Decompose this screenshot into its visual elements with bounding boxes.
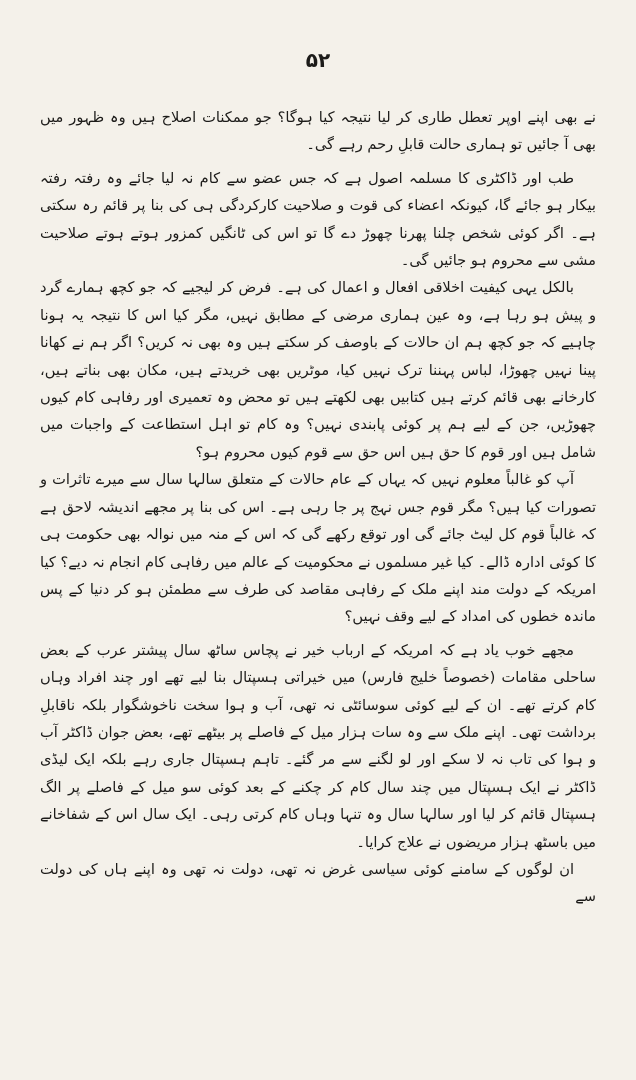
paragraph-3: بالکل یہی کیفیت اخلاقی افعال و اعمال کی ہے۔ فرض کر لیجیے کہ جو کچھ ہمارے گرد و پیش ہو رہا ہے، وہ عین ہماری مرضی کے مطابق نہیں، مگر کیا اس کا نتیجہ یہ ہونا چاہیے کہ جو کچھ ہم ان حالات کے باوصف کر سکتے ہیں وہ بھی نہ کریں؟ اگر ہم نے کھانا پینا نہیں چھوڑا، لباس پہننا ترک نہیں کیا، موٹریں بھی خریدتے ہیں، مکان بھی بناتے ہیں، کارخانے بھی قائم کرتے ہیں کتابیں بھی لکھتے ہیں تو محض وہ تعمیری اور رفاہی کام کیوں چھوڑیں، جن کے لیے ہم پر کوئی پابندی نہیں؟ وہ کام تو اہل استطاعت کے واجبات میں شامل ہیں اور قوم کا حق ہیں اس حق سے قوم کیوں محروم ہو؟ xyxy=(40,279,596,461)
page-number: ۵۲ xyxy=(305,48,331,72)
paragraph-5: مجھے خوب یاد ہے کہ امریکہ کے ارباب خیر نے پچاس ساٹھ سال پیشتر عرب کے بعض ساحلی مقامات (خصوصاً خلیج فارس) میں خیراتی ہسپتال بنا لیے تھے اور چند افراد وہاں کام کرتے تھے۔ ان کے لیے کوئی سوسائٹی نہ تھی، آب و ہوا سخت ناخوشگوار بلکہ ناقابلِ برداشت تھی۔ اپنے ملک سے وہ سات ہزار میل کے فاصلے پر بیٹھے تھے، بعض جوان ڈاکٹر آب و ہوا کی تاب نہ لا سکے اور لو لگنے سے مر گئے۔ تاہم ہسپتال جاری رہے بلکہ ایک لیڈی ڈاکٹر نے ایک ہسپتال میں چند سال کام کر چکنے کے بعد کوئی سو میل کے فاصلے پر الگ ہسپتال قائم کر لیا اور سالہا سال وہ تنہا وہاں کام کرتی رہی۔ ایک سال اس کے شفاخانے میں باسٹھ ہزار مریضوں نے علاج کرایا۔ xyxy=(40,641,596,851)
paragraph-4: آپ کو غالباً معلوم نہیں کہ یہاں کے عام حالات کے متعلق سالہا سال سے میرے تاثرات و تصورات کیا ہیں؟ مگر قوم جس نہج پر جا رہی ہے۔ اس کی بنا پر مجھے اندیشہ لاحق ہے کہ غالباً قوم کل لیٹ جائے گی اور توقع رکھے گی کہ اس کے منہ میں نوالہ بھی حکومت ہی کا کوئی ادارہ ڈالے۔ کیا غیر مسلموں نے محکومیت کے عالم میں رفاہی کام انجام نہ دیے؟ کیا امریکہ کے دولت مند اپنے ملک کے رفاہی مقاصد کی طرف سے مطمئن ہو کر دنیا کے پس ماندہ خطوں کی امداد کے لیے وقف نہیں؟ xyxy=(40,471,596,626)
paragraph-6: ان لوگوں کے سامنے کوئی سیاسی غرض نہ تھی، دولت نہ تھی وہ اپنے ہاں کی دولت سے xyxy=(40,860,596,906)
body-text xyxy=(40,104,596,911)
paragraph-1: نے بھی اپنے اوپر تعطل طاری کر لیا نتیجہ کیا ہوگا؟ جو ممکنات اصلاح ہیں وہ ظہور میں بھی آ جائیں تو ہماری حالت قابلِ رحم رہے گی۔ xyxy=(40,109,596,154)
paragraph-2: طب اور ڈاکٹری کا مسلمہ اصول ہے کہ جس عضو سے کام نہ لیا جائے وہ رفتہ رفتہ بیکار ہو جائے گا، کیونکہ اعضاء کی قوت و صلاحیت کارکردگی ہی کی بنا پر قائم رہ سکتی ہے۔ اگر کوئی شخص چلنا پھرنا چھوڑ دے گا تو اس کی ٹانگیں کمزور ہوتے ہوتے صلاحیت مشی سے محروم ہو جائیں گی۔ xyxy=(40,169,596,270)
